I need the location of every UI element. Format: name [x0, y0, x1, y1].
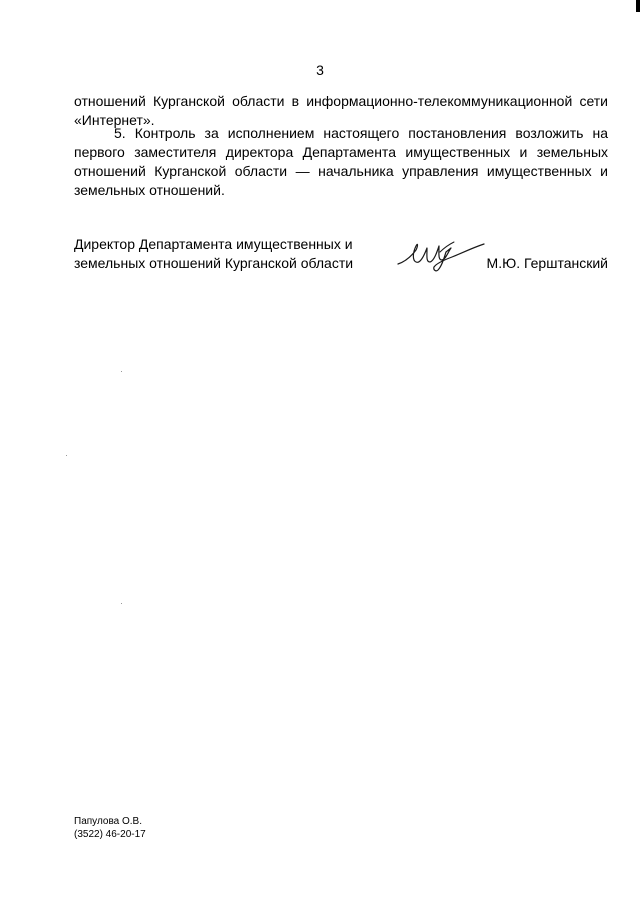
scan-speck	[66, 455, 67, 456]
signer-name: М.Ю. Герштанский	[486, 255, 608, 271]
paragraph-5	[74, 124, 608, 200]
signer-position-line-2: земельных отношений Курганской области	[74, 255, 354, 271]
executor-phone: (3522) 46-20-17	[74, 829, 146, 840]
page-number: 3	[316, 62, 324, 78]
scan-corner-mark	[636, 0, 640, 12]
handwritten-signature	[396, 232, 492, 274]
signer-position-line-1: Директор Департамента имущественных и	[74, 236, 353, 252]
scan-speck	[121, 371, 122, 372]
paragraph-5-text: 5. Контроль за исполнением настоящего постановления возложить на первого заместителя директора Департамента имущественных и земельных отношений Курганской области — начальника управления имущественных и земельных отношений.	[74, 125, 608, 198]
signer-position	[74, 235, 353, 273]
executor-name: Папулова О.В.	[74, 816, 142, 827]
scan-speck	[121, 603, 122, 604]
paragraph-continued-text: отношений Курганской области в информационно-телекоммуникационной сети «Интернет».	[74, 93, 608, 128]
executor-footer	[74, 815, 146, 841]
